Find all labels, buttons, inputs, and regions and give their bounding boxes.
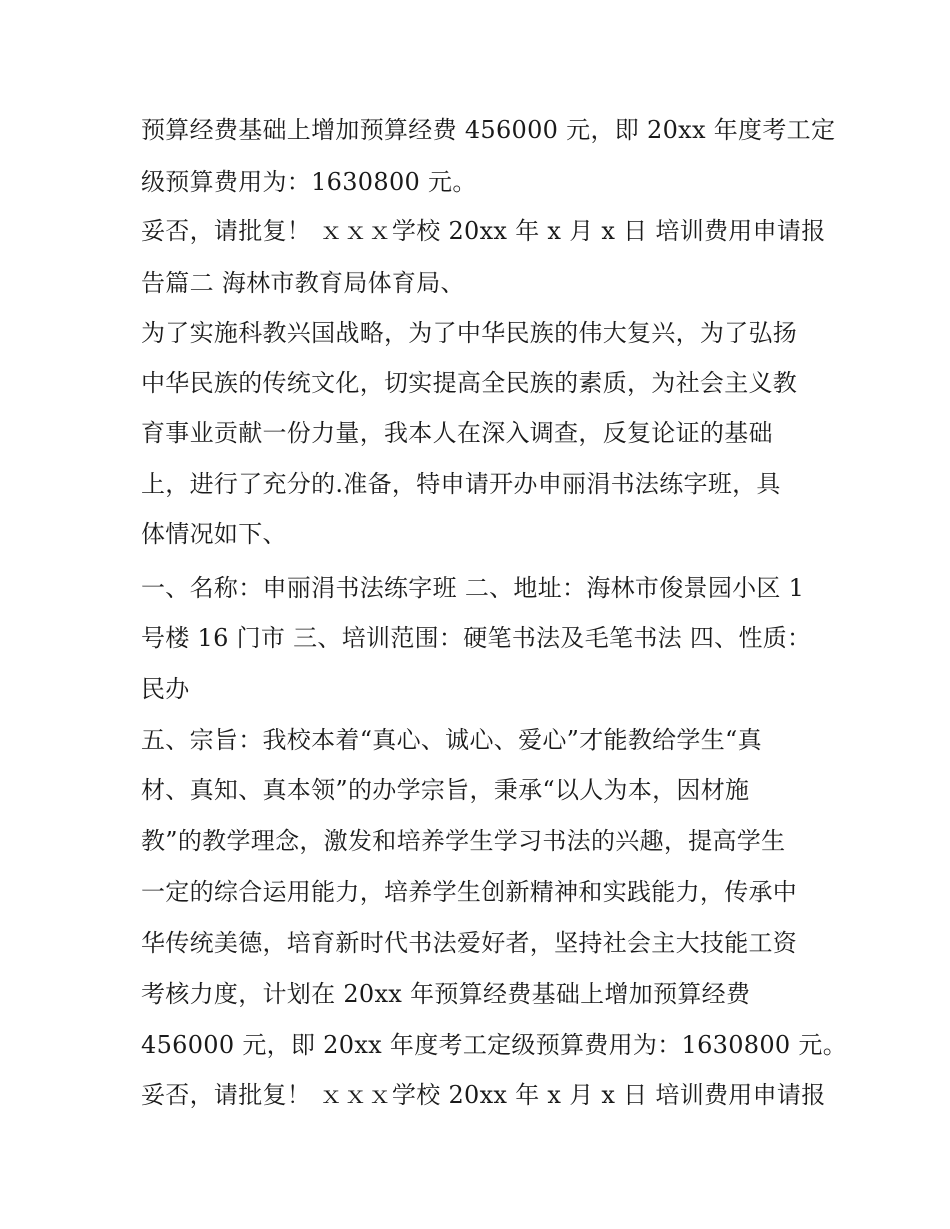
text-line: 预算经费基础上增加预算经费 456000 元，即 20xx 年度考工定 <box>141 116 836 144</box>
text-line: 妥否，请批复！ ｘｘｘ学校 20xx 年 x 月 x 日 培训费用申请报 <box>141 1081 826 1109</box>
text-line: 级预算费用为：1630800 元。 <box>141 168 477 196</box>
text-line: 中华民族的传统文化，切实提高全民族的素质，为社会主义教 <box>141 369 798 397</box>
text-line: 号楼 16 门市 三、培训范围：硬笔书法及毛笔书法 四、性质： <box>141 624 812 652</box>
text-line: 民办 <box>141 675 190 703</box>
text-line: 教”的教学理念，激发和培养学生学习书法的兴趣，提高学生 <box>141 827 786 855</box>
text-line: 育事业贡献一份力量，我本人在深入调查，反复论证的基础 <box>141 419 773 447</box>
text-line: 上，进行了充分的.准备，特申请开办申丽涓书法练字班，具 <box>141 470 781 498</box>
text-line: 材、真知、真本领”的办学宗旨，秉承“以人为本，因材施 <box>141 776 750 804</box>
text-line: 告篇二 海林市教育局体育局、 <box>141 269 465 297</box>
text-line: 妥否，请批复！ ｘｘｘ学校 20xx 年 x 月 x 日 培训费用申请报 <box>141 217 826 245</box>
text-line: 一、名称：申丽涓书法练字班 二、地址：海林市俊景园小区 1 <box>141 574 805 602</box>
text-line: 456000 元，即 20xx 年度考工定级预算费用为：1630800 元。 <box>141 1031 848 1059</box>
text-line: 为了实施科教兴国战略，为了中华民族的伟大复兴，为了弘扬 <box>141 319 798 347</box>
text-line: 一定的综合运用能力，培养学生创新精神和实践能力，传承中 <box>141 878 798 906</box>
text-line: 华传统美德，培育新时代书法爱好者，坚持社会主大技能工资 <box>141 929 798 957</box>
text-line: 五、宗旨：我校本着“真心、诚心、爱心”才能教给学生“真 <box>141 726 762 754</box>
text-line: 体情况如下、 <box>141 520 287 548</box>
text-line: 考核力度，计划在 20xx 年预算经费基础上增加预算经费 <box>141 980 751 1008</box>
